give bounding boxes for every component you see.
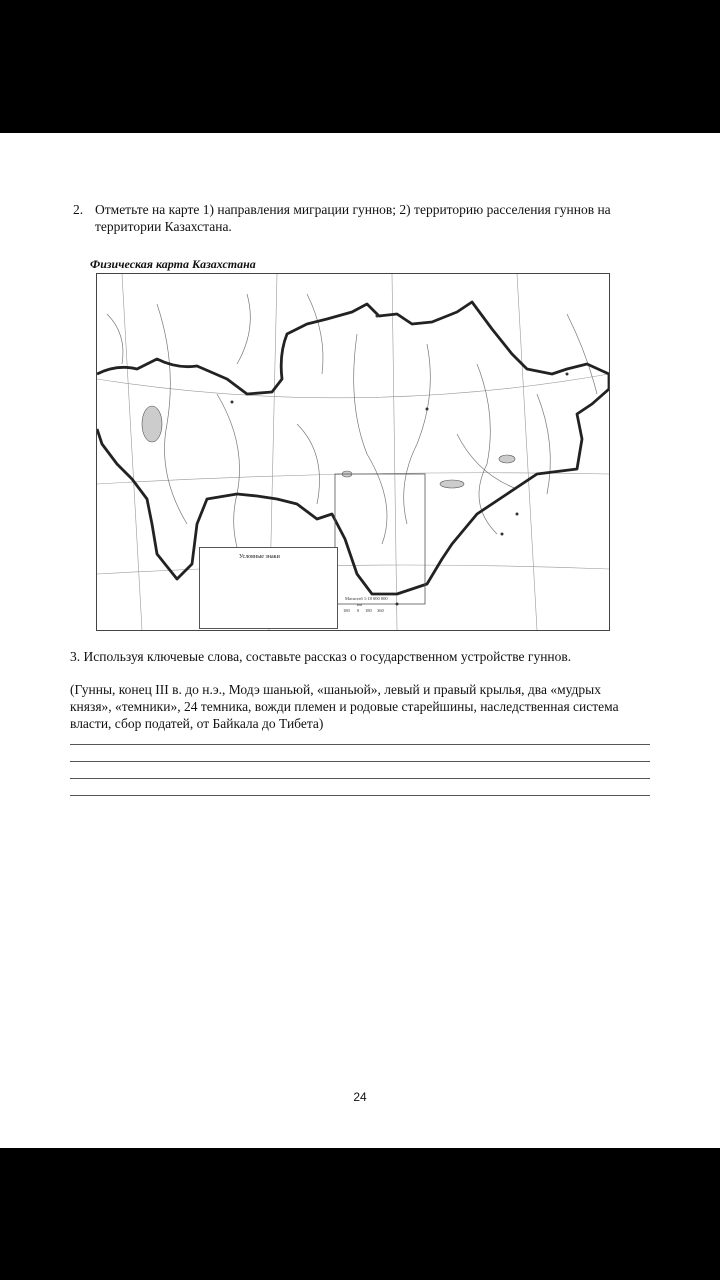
task-2-number: 2. xyxy=(73,202,84,217)
map-scale-units: км xyxy=(357,602,363,607)
task-3-keywords: (Гунны, конец III в. до н.э., Модэ шаньюй, «шаньюй», левый и правый крылья, два «мудрых князя», «темники», 24 темника, вожди племен и родовые старейшины, наследственная система власти, сбор податей, от Байкала до Тибета) xyxy=(70,682,619,731)
task-3: 3. Используя ключевые слова, составьте рассказ о государственном устройстве гуннов. xyxy=(70,649,572,664)
answer-line[interactable] xyxy=(70,761,650,762)
task-2-text: Отметьте на карте 1) направления миграции гуннов; 2) территорию расселения гуннов на территории Казахстана. xyxy=(95,202,611,234)
map-title: Физическая карта Казахстана xyxy=(90,257,256,271)
answer-line[interactable] xyxy=(70,795,650,796)
map-scale-tick: 360 xyxy=(377,608,384,613)
map-legend-title: Условные знаки xyxy=(239,554,280,560)
map-scale-tick: 180 xyxy=(343,608,350,613)
map-lakes xyxy=(142,406,515,488)
map-drawing xyxy=(97,274,609,630)
answer-line[interactable] xyxy=(70,778,650,779)
kazakhstan-border xyxy=(97,302,609,594)
page-number: 24 xyxy=(353,1090,367,1104)
map-rivers xyxy=(107,294,597,574)
map-scale: Масштаб 1:18 000 000 xyxy=(345,596,388,601)
answer-line[interactable] xyxy=(70,744,650,745)
map-scale-tick: 180 xyxy=(365,608,372,613)
worksheet-page xyxy=(0,133,720,1148)
kazakhstan-map xyxy=(96,273,610,631)
map-scale-tick: 0 xyxy=(357,608,360,613)
